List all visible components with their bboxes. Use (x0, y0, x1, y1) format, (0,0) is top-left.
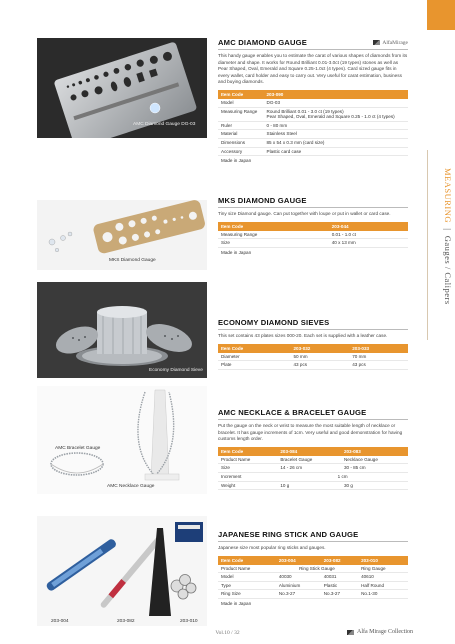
spec-label: Weight (218, 481, 277, 490)
spec-label: Model (218, 573, 276, 582)
amc-description: This handy gauge enables you to estimate the carat of various shapes of diamonds from its diameter and shape. It works for Round Brilliant 0.01-3.0ct (19 types) stones as well as Pear Shaped, Oval, Emerald and Square 0.25-1.0ct (4 types). Card sized gauge fits in every wallet, card holder and easy to carry out. Very useful for carat estimation, business and buying diamonds. (218, 53, 408, 85)
necklace-description: Put the gauge on the neck or wrist to measure the most suitable length of necklace or bracelet. It has gauge increments of 1cm. Very useful and good demonstration for having customs length order. (218, 423, 403, 442)
spec-value: 40 x 13 mm (329, 239, 408, 248)
spec-label: Measuring Range (218, 231, 329, 239)
sieves-spec-table (218, 344, 408, 370)
ring-description: Japanese size most popular ring sticks and gauges. (218, 545, 326, 550)
page-number: Vol.10 / 32 (215, 630, 240, 636)
spec-label: Accessory (218, 147, 264, 156)
spec-label: Ring Size (218, 590, 276, 599)
ring-made-in: Made in Japan (221, 600, 252, 606)
amc-title: AMC DIAMOND GAUGE (218, 38, 308, 47)
spec-value: 85 x 54 x 0.3 mm (card size) (264, 138, 409, 147)
spec-label: Product Name (218, 456, 277, 464)
spec-header: Item Code (218, 222, 329, 231)
mks-gauge-photo (37, 200, 207, 270)
category-name: MEASURING (443, 168, 453, 224)
spec-value: 43 pcs (291, 361, 350, 370)
ring-caption-1: 203-004 (51, 619, 69, 624)
spec-value: Ring Gauge (358, 565, 408, 573)
necklace-title: AMC NECKLACE & BRACELET GAUGE (218, 408, 367, 417)
spec-header: Item Code (218, 556, 276, 565)
table-row (218, 121, 408, 130)
spec-value: 50 mm (291, 353, 350, 361)
spec-value: 70 mm (349, 353, 408, 361)
spec-label: Dimensions (218, 138, 264, 147)
necklace-illustration (37, 386, 207, 494)
spec-value: No.3-27 (276, 590, 321, 599)
necklace-caption: AMC Necklace Gauge (107, 484, 155, 489)
spec-value: 1 cm (277, 472, 408, 481)
spec-header: Item Code (218, 447, 277, 456)
ring-photo (37, 516, 207, 626)
mks-spec-table (218, 222, 408, 248)
spec-value: Necklace Gauge (341, 456, 408, 464)
sieves-description: This set contains 43 plates sizes 000-20. Each set is supplied with a leather case. (218, 333, 388, 338)
spec-label: Increment (218, 472, 277, 481)
spec-header: Item Code (218, 90, 264, 99)
spec-value: 0 - 80 mm (264, 121, 409, 130)
spec-header: 203-082 (321, 556, 358, 565)
ring-title: JAPANESE RING STICK AND GAUGE (218, 530, 359, 539)
table-row (218, 573, 408, 582)
necklace-section (218, 408, 408, 490)
ring-illustration (37, 516, 207, 626)
amc-section (218, 38, 408, 165)
table-row (218, 565, 408, 573)
spec-value: Half Round (358, 581, 408, 590)
footer-brand (347, 629, 413, 635)
spec-value: Plastic card case (264, 147, 409, 156)
side-tab-marker (427, 0, 455, 30)
spec-label: Measuring Range (218, 107, 264, 121)
table-row (218, 231, 408, 239)
title-rule (218, 207, 408, 208)
table-row (218, 107, 408, 121)
spec-header: 203-010 (358, 556, 408, 565)
footer-brand-text: Alfa Mirage Collection (357, 629, 413, 635)
spec-label: Plate (218, 361, 291, 370)
spec-value: Plastic (321, 581, 358, 590)
table-row (218, 464, 408, 473)
brand-mark-icon (347, 630, 354, 635)
mks-section (218, 196, 408, 257)
spec-header: 203-033 (349, 344, 408, 353)
mks-made-in: Made in Japan (221, 249, 252, 255)
spec-label: Material (218, 130, 264, 139)
spec-value: 30 - 85 cm (341, 464, 408, 473)
sieve-photo (37, 282, 207, 378)
spec-header: 203-084 (277, 447, 341, 456)
spec-label: Model (218, 99, 264, 107)
logo-text: AlfaMirage (382, 39, 408, 46)
spec-value: 40031 (321, 573, 358, 582)
amc-gauge-photo (37, 38, 207, 138)
ring-caption-3: 203-010 (180, 619, 198, 624)
table-row (218, 130, 408, 139)
spec-value: Round Brilliant 0.01 - 3.0 ct (19 types) Pear Shaped, Oval, Emerald and Square 0.25 - 1.0 ct (4 types) (264, 107, 409, 121)
spec-label: Size (218, 464, 277, 473)
spec-value: 43 pcs (349, 361, 408, 370)
sieves-section (218, 318, 408, 370)
spec-label: Ruler (218, 121, 264, 130)
table-row (218, 353, 408, 361)
ring-caption-2: 203-082 (117, 619, 135, 624)
spec-value: Bracelet Gauge (277, 456, 341, 464)
table-row (218, 581, 408, 590)
table-row (218, 239, 408, 248)
spec-header: 203-083 (341, 447, 408, 456)
spec-value: 14 - 26 cm (277, 464, 341, 473)
spec-label: Size (218, 239, 329, 248)
title-rule (218, 419, 408, 420)
sieve-caption: Economy Diamond Sieve (149, 368, 203, 373)
spec-label: Product Name (218, 565, 276, 573)
spec-label: Diameter (218, 353, 291, 361)
spec-value: No.3-27 (321, 590, 358, 599)
spec-header: 203-004 (276, 556, 321, 565)
subcategory-name: Gauges / Calipers (443, 235, 453, 305)
title-rule (218, 49, 408, 50)
spec-value: 30 g (341, 481, 408, 490)
spec-value: Aluminium (276, 581, 321, 590)
table-row (218, 472, 408, 481)
side-divider (427, 150, 428, 340)
spec-header: 203-044 (329, 222, 408, 231)
title-rule (218, 541, 408, 542)
necklace-spec-table (218, 447, 408, 490)
spec-value: Stainless Steel (264, 130, 409, 139)
table-row (218, 138, 408, 147)
spec-label: Type (218, 581, 276, 590)
spec-value: Ring Stick Gauge (276, 565, 358, 573)
logo-mark-icon (373, 40, 380, 45)
table-row (218, 147, 408, 156)
sieves-title: ECONOMY DIAMOND SIEVES (218, 318, 330, 327)
ring-spec-table (218, 556, 408, 599)
brand-logo (373, 40, 408, 46)
amc-gauge-caption: AMC Diamond Gauge DG-03 (133, 122, 196, 127)
title-rule (218, 329, 408, 330)
table-row (218, 456, 408, 464)
table-row (218, 99, 408, 107)
mks-title: MKS DIAMOND GAUGE (218, 196, 307, 205)
sieve-illustration (37, 282, 207, 378)
spec-value: No.1-30 (358, 590, 408, 599)
side-category-label (429, 168, 453, 348)
ring-section (218, 530, 408, 608)
bracelet-caption: AMC Bracelet Gauge (55, 446, 101, 451)
amc-made-in: Made in Japan (221, 158, 252, 164)
table-row (218, 361, 408, 370)
spec-header: Item Code (218, 344, 291, 353)
mks-description: Tiny size Diamond gauge. Can put together with loupe or put in wallet or card case. (218, 211, 391, 216)
spec-header: 203-032 (291, 344, 350, 353)
spec-value: 40610 (358, 573, 408, 582)
spec-value: 40030 (276, 573, 321, 582)
mks-gauge-caption: MKS Diamond Gauge (109, 258, 156, 263)
spec-value: 0.01 - 1.0 ct (329, 231, 408, 239)
spec-value: 10 g (277, 481, 341, 490)
necklace-photo (37, 386, 207, 494)
amc-spec-table (218, 90, 408, 156)
spec-header: 203-090 (264, 90, 409, 99)
category-separator: | (443, 225, 453, 234)
table-row (218, 481, 408, 490)
table-row (218, 590, 408, 599)
spec-value: DG-03 (264, 99, 409, 107)
